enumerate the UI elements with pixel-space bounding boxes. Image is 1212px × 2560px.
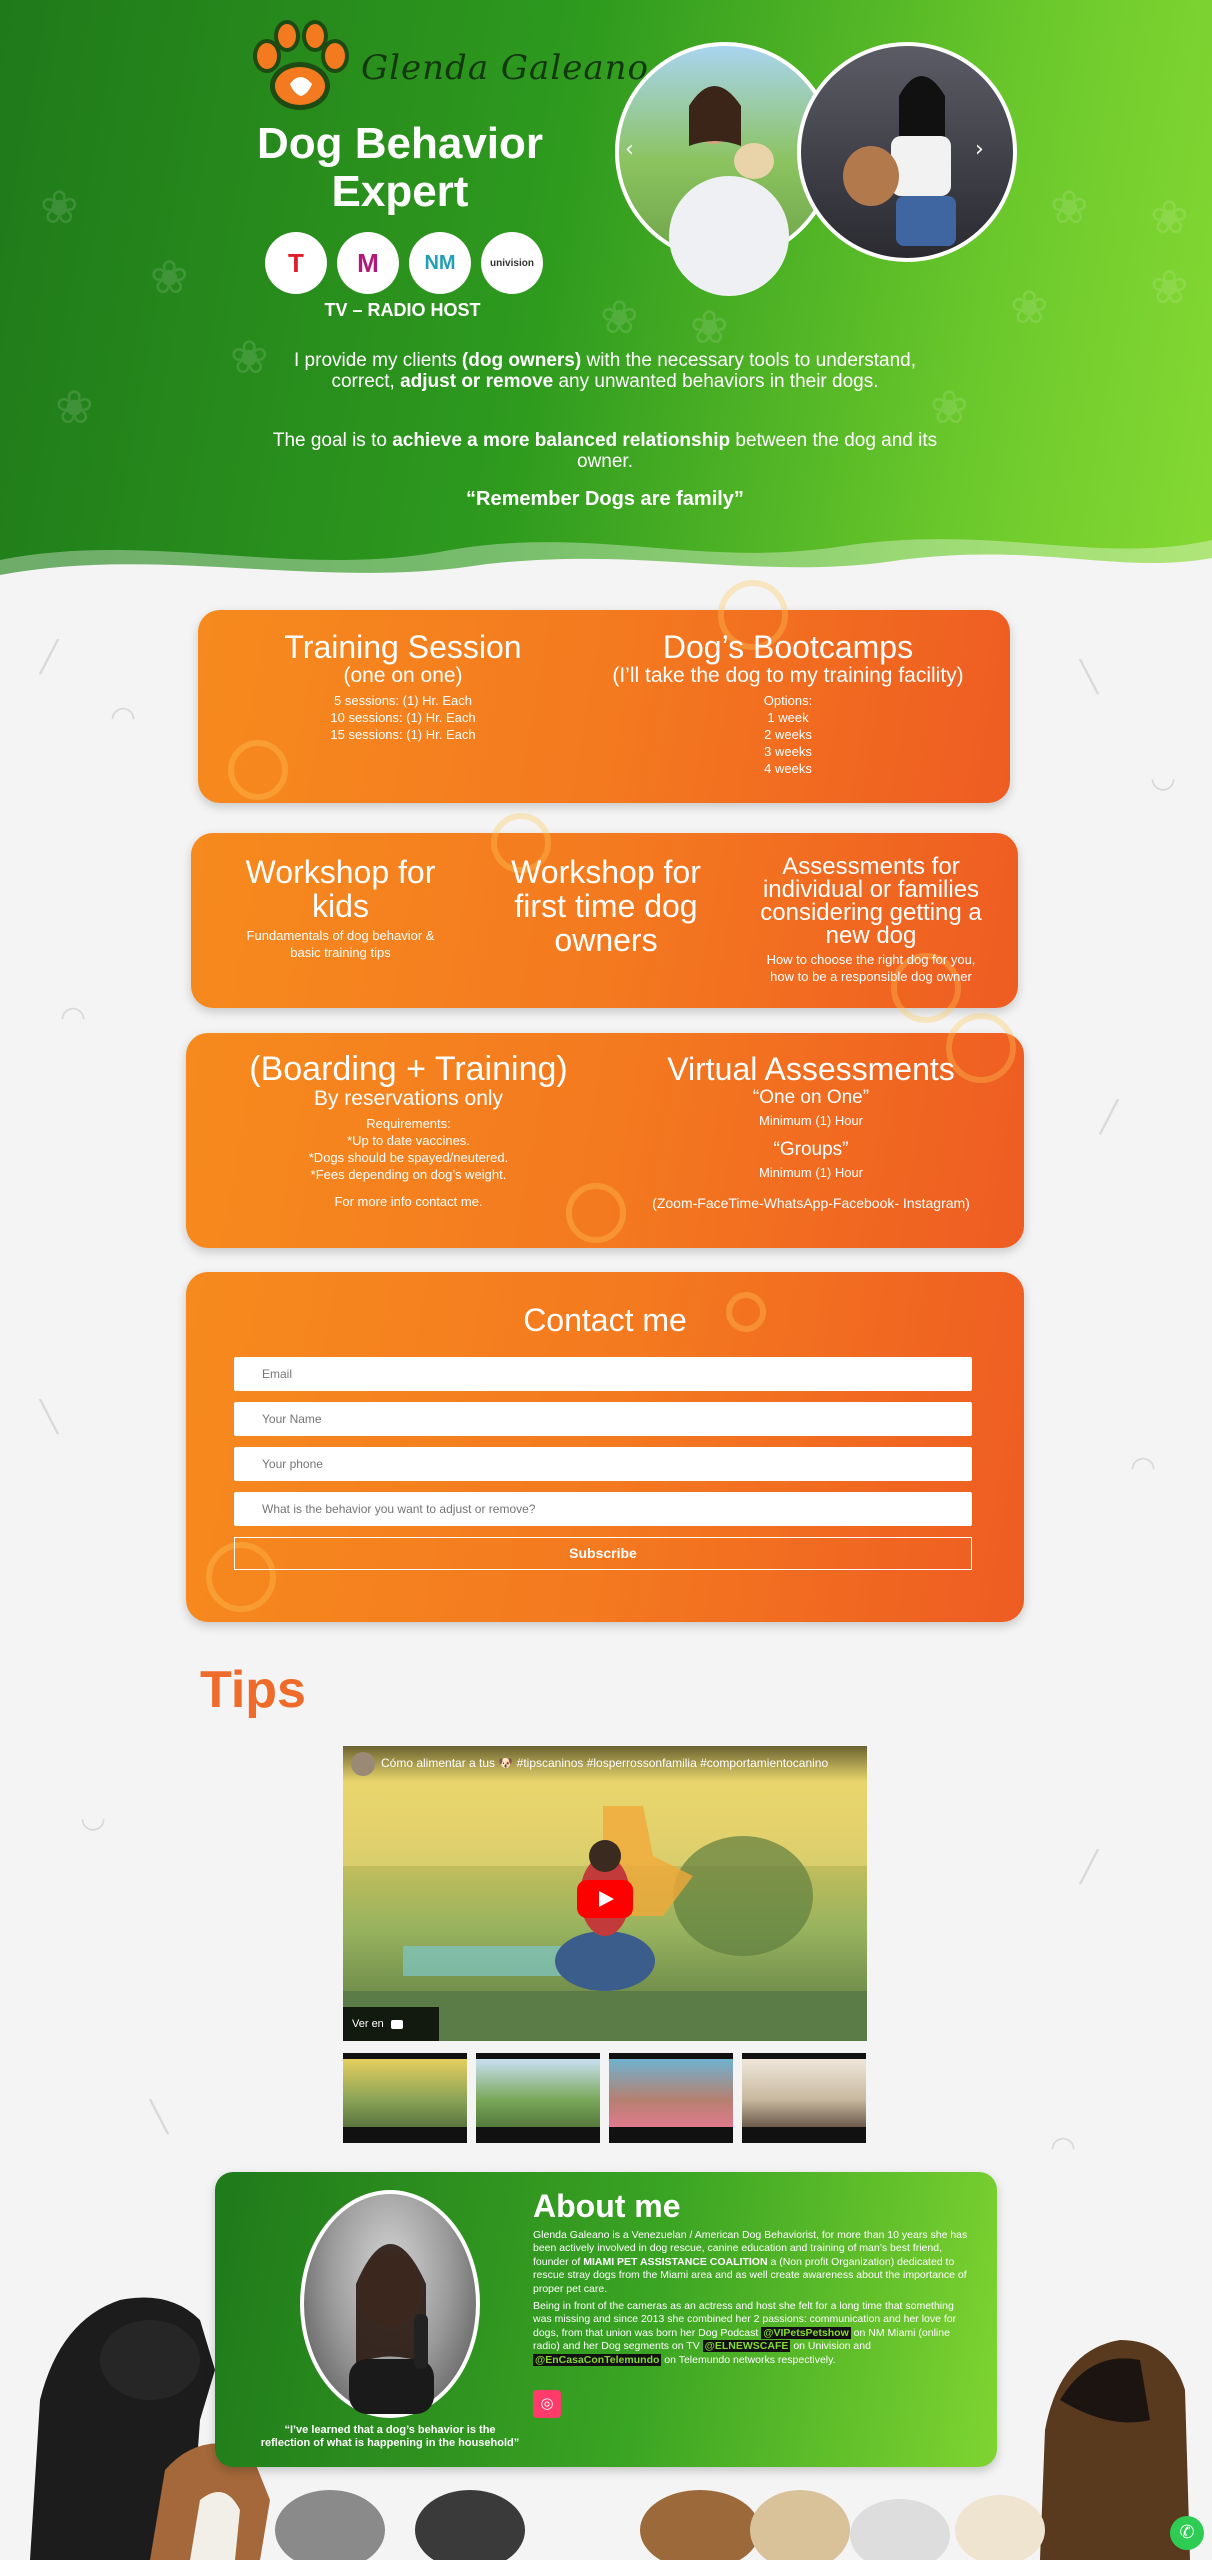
text: on Univision and <box>790 2340 871 2353</box>
about-quote-line: “I’ve learned that a dog’s behavior is the <box>284 2424 496 2436</box>
text: I provide my clients <box>294 350 462 371</box>
video-thumbnails <box>343 2053 866 2143</box>
text: Glenda Galeano is a Venezuelan / American Dog Behaviorist, for more than 10 years she has been actively involved in dog rescue, canine education and training of man’s best friend, founder of <box>533 2229 968 2268</box>
paw-icon: ❀ <box>690 300 729 354</box>
bootcamps-title: Dog’s Bootcamps <box>662 629 914 665</box>
workshop-owners-title: owners <box>554 922 658 958</box>
boarding-subtitle: By reservations only <box>313 1087 504 1110</box>
text: any unwanted behaviors in their dogs. <box>553 371 879 392</box>
video-title: Cómo alimentar a tus 🐶 #tipscaninos #losperrossonfamilia #comportamientocanino <box>381 1756 829 1770</box>
carousel-prev-icon[interactable]: ‹ <box>625 137 634 162</box>
virtual-one-min: Minimum (1) Hour <box>758 1113 863 1128</box>
paw-icon: ❀ <box>55 380 94 434</box>
paw-icon: ❀ <box>230 330 269 384</box>
hero-goal <box>260 430 950 472</box>
mega-logo: M <box>337 232 399 294</box>
about-photo <box>300 2190 480 2418</box>
services-card-boarding <box>186 1033 1024 1248</box>
text: with the necessary tools to understand, correct, <box>331 350 916 392</box>
boarding-requirement: *Up to date vaccines. <box>347 1133 470 1148</box>
training-title: Training Session <box>284 629 522 665</box>
paw-icon: ❀ <box>150 250 189 304</box>
watch-on-youtube-button[interactable] <box>343 2007 439 2041</box>
workshop-kids-title: kids <box>312 888 369 924</box>
youtube-logo-icon <box>391 2020 403 2029</box>
bootcamps-column <box>598 630 978 777</box>
brand-name: Glenda Galeano <box>361 48 649 88</box>
workshop-owners-title: first time dog <box>514 888 698 924</box>
about-title: About me <box>533 2188 681 2224</box>
whatsapp-icon[interactable]: ✆ <box>1170 2516 1204 2550</box>
video-thumbnail[interactable] <box>476 2053 600 2143</box>
univision-logo: univision <box>481 232 543 294</box>
decor-shape: ╲ <box>40 1400 59 1435</box>
page-title <box>230 120 570 216</box>
vipets-link[interactable]: @VIPetsPetshow <box>763 2326 849 2339</box>
bootcamps-option: 1 week <box>767 710 809 725</box>
youtube-video-embed[interactable] <box>343 1746 867 2041</box>
video-thumbnail[interactable] <box>742 2053 866 2143</box>
assessments-title: considering getting a <box>760 899 982 926</box>
bootcamps-options-label: Options: <box>763 693 813 708</box>
paw-icon: ❀ <box>600 290 639 344</box>
text-bold: (dog owners) <box>461 350 582 371</box>
decor-shape: ╲ <box>150 2100 169 2135</box>
hero-quote: “Remember Dogs are family” <box>466 488 744 510</box>
decor-shape: ◠ <box>1130 1450 1157 1485</box>
boarding-contact-note: For more info contact me. <box>334 1194 483 1209</box>
workshop-kids-desc: Fundamentals of dog behavior & basic training tips <box>246 928 435 960</box>
encasacontelemundo-link[interactable]: @EnCasaConTelemundo <box>535 2353 660 2366</box>
nm-logo: NM <box>409 232 471 294</box>
about-paragraph-2 <box>533 2300 973 2367</box>
virtual-title: Virtual Assessments <box>667 1051 955 1087</box>
training-line: 15 sessions: (1) Hr. Each <box>330 727 476 742</box>
paw-icon: ❀ <box>1050 180 1089 234</box>
boarding-requirement: *Fees depending on dog’s weight. <box>310 1167 507 1182</box>
paw-icon: ❀ <box>930 380 969 434</box>
text: on NM Miami (online radio) and her Dog segments on TV <box>533 2326 950 2353</box>
assessments-title: Assessments for <box>782 853 960 880</box>
services-card-training <box>198 610 1010 803</box>
decor-shape: ◡ <box>80 1800 107 1835</box>
training-subtitle: (one on one) <box>343 664 463 687</box>
video-thumbnail[interactable] <box>609 2053 733 2143</box>
text: a (Non profit Organization) dedicated to rescue stray dogs from the Miami area and as well create awareness about the importance of proper pet care. <box>533 2255 967 2295</box>
bootcamps-option: 3 weeks <box>764 744 812 759</box>
name-input[interactable] <box>234 1402 972 1436</box>
play-icon[interactable] <box>577 1880 633 1918</box>
training-session-column <box>238 630 568 743</box>
watch-on-label: Ver en <box>352 2018 384 2030</box>
boarding-requirement: *Dogs should be spayed/neutered. <box>308 1150 509 1165</box>
contact-title: Contact me <box>523 1302 687 1338</box>
text: on Telemundo networks respectively. <box>661 2353 836 2366</box>
decor-shape: ◠ <box>60 1000 87 1035</box>
virtual-groups: “Groups” <box>773 1139 849 1160</box>
phone-input[interactable] <box>234 1447 972 1481</box>
email-input[interactable] <box>234 1357 972 1391</box>
channel-avatar <box>351 1752 375 1776</box>
about-card <box>215 2172 997 2467</box>
instagram-icon[interactable]: ◎ <box>533 2390 561 2418</box>
video-thumbnail[interactable] <box>343 2053 467 2143</box>
telemundo-logo: T <box>265 232 327 294</box>
behavior-input[interactable] <box>234 1492 972 1526</box>
workshop-owners-column <box>481 855 731 957</box>
services-card-workshops <box>191 833 1018 1008</box>
workshop-owners-title: Workshop for <box>511 854 701 890</box>
paw-icon: ❀ <box>1010 280 1049 334</box>
brand-logo[interactable] <box>245 18 649 118</box>
virtual-platforms: (Zoom-FaceTime-WhatsApp-Facebook- Instagram) <box>652 1195 970 1211</box>
decor-shape: ◠ <box>1050 2130 1077 2165</box>
decor-shape: ╱ <box>1080 1850 1099 1885</box>
bootcamps-option: 4 weeks <box>764 761 812 776</box>
training-line: 10 sessions: (1) Hr. Each <box>330 710 476 725</box>
text-bold: MIAMI PET ASSISTANCE COALITION <box>583 2255 768 2268</box>
contact-card <box>186 1272 1024 1622</box>
about-quote-line: reflection of what is happening in the household” <box>260 2437 520 2449</box>
text: between the dog and its owner. <box>577 430 938 472</box>
subscribe-button[interactable]: Subscribe <box>234 1537 972 1570</box>
assessments-title: individual or families <box>762 876 980 903</box>
decor-shape: ◠ <box>110 700 137 735</box>
decor-shape: ╱ <box>40 640 59 675</box>
assessments-title: new dog <box>825 922 917 949</box>
boarding-title: (Boarding + Training) <box>249 1050 568 1088</box>
paw-icon: ❀ <box>1150 260 1189 314</box>
boarding-requirements-label: Requirements: <box>366 1116 451 1131</box>
decor-shape: ╱ <box>1100 1100 1119 1135</box>
about-quote <box>250 2424 530 2450</box>
hero-photo-2 <box>797 42 1017 262</box>
paw-icon: ❀ <box>1150 190 1189 244</box>
carousel-next-icon[interactable]: › <box>975 137 984 162</box>
workshop-kids-column <box>213 855 468 961</box>
tv-network-logos <box>265 232 543 294</box>
tv-caption: TV – RADIO HOST <box>324 300 481 320</box>
text: The goal is to <box>272 430 393 451</box>
hero-wave <box>0 520 1212 600</box>
elnewscafe-link[interactable]: @ELNEWSCAFE <box>704 2340 789 2353</box>
assessments-column <box>741 855 1001 985</box>
virtual-groups-min: Minimum (1) Hour <box>758 1165 863 1180</box>
training-line: 5 sessions: (1) Hr. Each <box>334 693 472 708</box>
hero-photo-carousel[interactable] <box>615 42 1000 267</box>
about-paragraph-1 <box>533 2229 973 2296</box>
decor-shape: ◡ <box>1150 760 1177 795</box>
boarding-column <box>216 1051 601 1210</box>
assessments-desc: How to choose the right dog for you, <box>766 952 976 967</box>
decor-shape: ╲ <box>1080 660 1099 695</box>
title-line: Expert <box>331 167 469 216</box>
virtual-one-on-one: “One on One” <box>752 1087 870 1108</box>
paw-logo-icon <box>245 18 355 118</box>
text: Being in front of the cameras as an actress and host she felt for a long time that something was missing and since 2013 she combined her 2 passions: communication and her love for dogs, from that union was born her Dog Podcast <box>533 2300 957 2339</box>
tips-title: Tips <box>200 1661 306 1719</box>
bootcamps-subtitle: (I’ll take the dog to my training facility) <box>612 664 964 687</box>
bootcamps-option: 2 weeks <box>764 727 812 742</box>
virtual-assessments-column <box>616 1051 1006 1212</box>
text-bold: achieve a more balanced relationship <box>392 430 731 451</box>
text-bold: adjust or remove <box>400 371 554 392</box>
assessments-desc: how to be a responsible dog owner <box>770 969 972 984</box>
paw-icon: ❀ <box>40 180 79 234</box>
video-title-bar <box>343 1746 867 1782</box>
hero-intro <box>260 350 950 392</box>
title-line: Dog Behavior <box>256 119 544 168</box>
hero-section <box>0 0 1212 580</box>
workshop-kids-title: Workshop for <box>245 854 436 890</box>
